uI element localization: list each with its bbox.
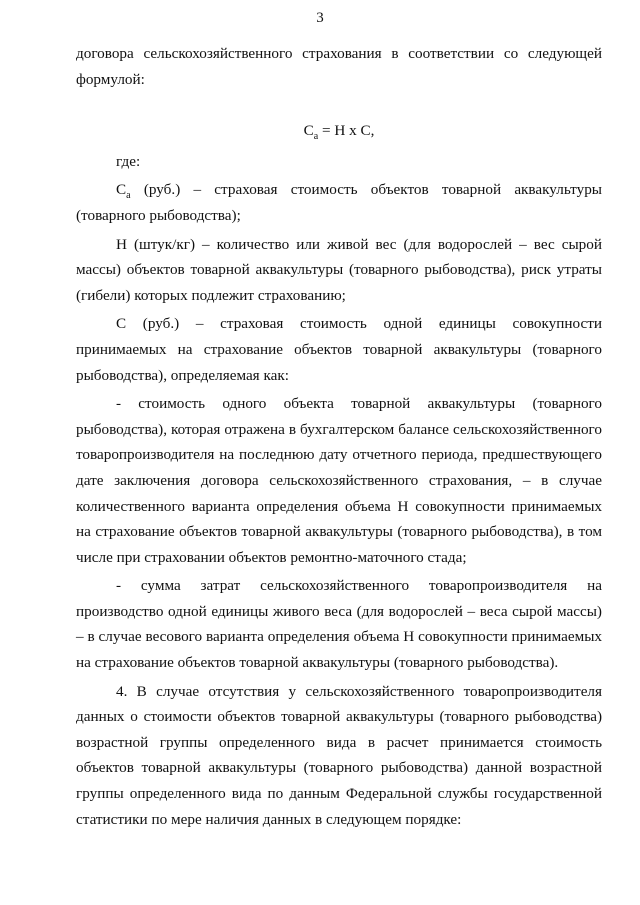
definition-ca	[76, 177, 602, 228]
bullet-expenses: - сумма затрат сельскохозяйственного товаропроизводителя на производство одной единицы живого веса (для водорослей – веса сырой массы) – в случае весового варианта определения объема Н совокупности принимаемых на страхование объектов товарной аквакультуры (товарного рыбоводства).	[76, 577, 602, 672]
where-label: где:	[116, 152, 141, 170]
ca-subscript: а	[126, 190, 131, 202]
formula	[76, 118, 602, 144]
formula-rhs: = Н х С,	[321, 122, 375, 140]
intro-paragraph: договора сельскохозяйственного страхования в соответствии со следующей формулой:	[76, 45, 602, 88]
ca-symbol: С	[116, 181, 127, 199]
formula-subscript: а	[313, 131, 319, 143]
definition-c: С (руб.) – страховая стоимость одной единицы совокупности принимаемых на страхование объектов товарной аквакультуры (товарного рыбоводства), определяемая как:	[76, 315, 602, 384]
page-number: 3	[316, 10, 324, 26]
bullet-cost: - стоимость одного объекта товарной аквакультуры (товарного рыбоводства), которая отражена в бухгалтерском балансе сельскохозяйственного товаропроизводителя на последнюю дату отчетного периода, предшествующего дате заключения договора сельскохозяйственного страхования, – в случае количественного варианта определения объема Н совокупности принимаемых на страхование объектов товарной аквакультуры (товарного рыбоводства), в том числе при страховании объектов ремонтно-маточного стада;	[76, 395, 602, 566]
item-4-paragraph: 4. В случае отсутствия у сельскохозяйственного товаропроизводителя данных о стоимости объектов товарной аквакультуры (товарного рыбоводства) возрастной группы определенного вида в расчет принимается стоимость объектов товарной аквакультуры (товарного рыбоводства) данной возрастной группы определенного вида по данным Федеральной службы государственной статистики по мере наличия данных в следующем порядке:	[76, 682, 602, 828]
ca-definition-text: (руб.) – страховая стоимость объектов товарной аквакультуры (товарного рыбоводства);	[76, 181, 602, 224]
formula-lhs: С	[303, 122, 314, 140]
definition-h: Н (штук/кг) – количество или живой вес (для водорослей – вес сырой массы) объектов товарной аквакультуры (товарного рыбоводства), риск утраты (гибели) которых подлежит страхованию;	[76, 235, 602, 304]
document-body	[76, 41, 602, 832]
